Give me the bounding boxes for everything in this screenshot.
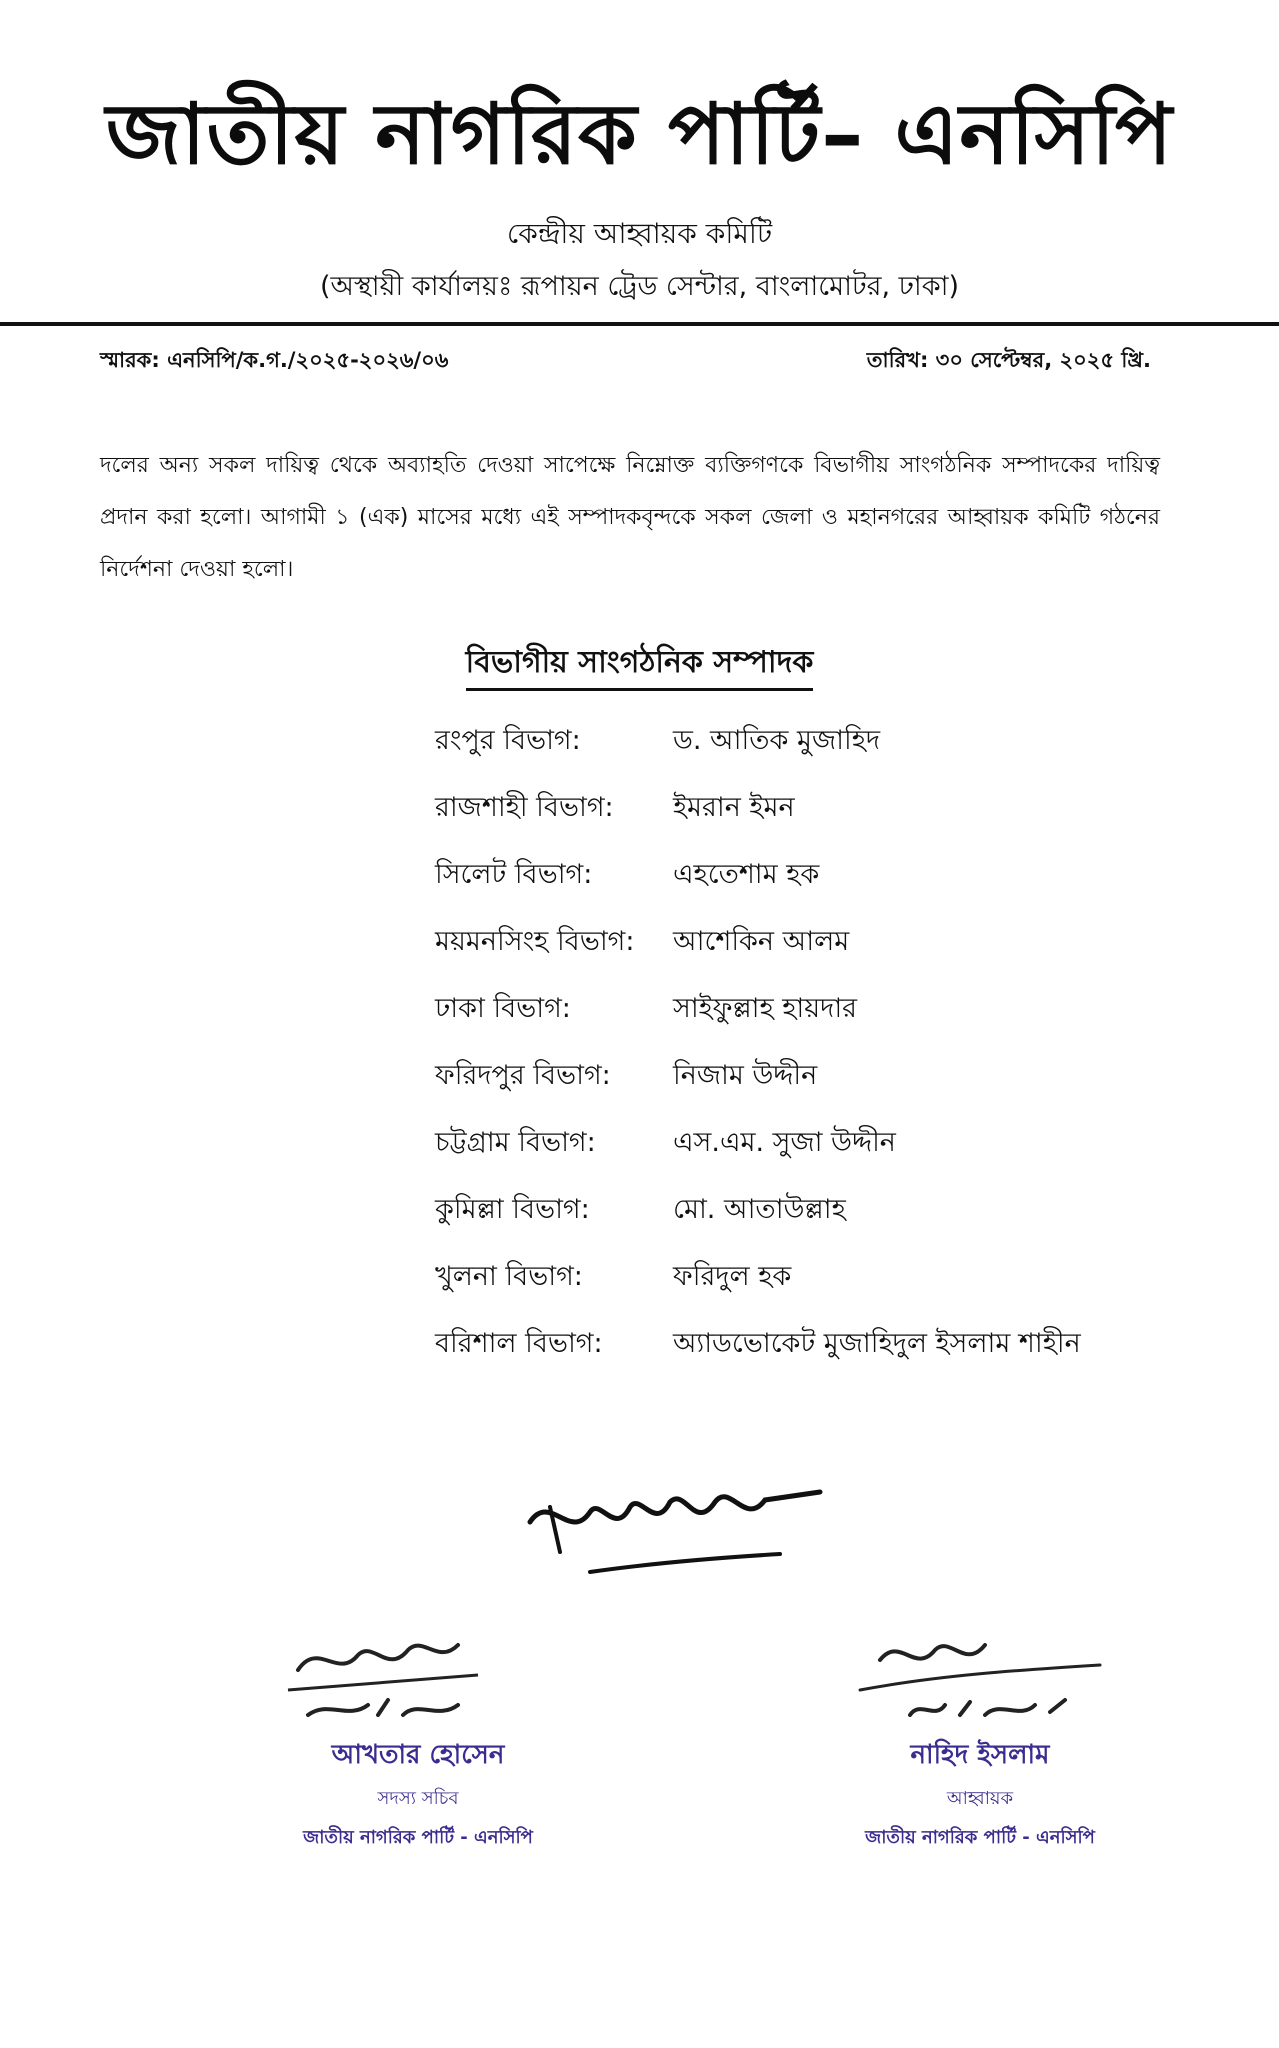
editor-name: ফরিদুল হক bbox=[673, 1261, 792, 1292]
roster-row bbox=[435, 1256, 1195, 1323]
roster-row bbox=[435, 854, 1195, 921]
party-name: জাতীয় নাগরিক পার্টি– এনসিপি bbox=[105, 85, 1174, 183]
roster-row bbox=[435, 787, 1195, 854]
division-name: কুমিল্লা বিভাগ: bbox=[435, 1194, 590, 1225]
section-heading-text: বিভাগীয় সাংগঠনিক সম্পাদক bbox=[466, 645, 814, 691]
roster-row bbox=[435, 988, 1195, 1055]
signatory-right bbox=[820, 1620, 1140, 1854]
left-signatory-org: জাতীয় নাগরিক পার্টি - এনসিপি bbox=[303, 1827, 533, 1848]
body-paragraph: দলের অন্য সকল দায়িত্ব থেকে অব্যাহতি দেওয়া সাপেক্ষে নিম্নোক্ত ব্যক্তিগণকে বিভাগীয় সাংগঠনিক সম্পাদকের দায়িত্ব প্রদান করা হলো। আগামী ১ (এক) মাসের মধ্যে এই সম্পাদকবৃন্দকে সকল জেলা ও মহানগরের আহ্বায়ক কমিটি গঠনের নির্দেশনা দেওয়া হলো। bbox=[100, 453, 1160, 582]
left-signatory-role: সদস্য সচিব bbox=[377, 1788, 459, 1809]
roster-row bbox=[435, 1122, 1195, 1189]
right-signatory-role: আহ্বায়ক bbox=[946, 1788, 1014, 1809]
division-name: চট্টগ্রাম বিভাগ: bbox=[435, 1127, 596, 1158]
left-handwritten-signature bbox=[268, 1620, 568, 1730]
roster-row bbox=[435, 1055, 1195, 1122]
roster-list bbox=[435, 720, 1195, 1390]
division-name: ঢাকা বিভাগ: bbox=[435, 993, 571, 1024]
division-name: রংপুর বিভাগ: bbox=[435, 725, 581, 756]
division-name: বরিশাল বিভাগ: bbox=[435, 1328, 603, 1359]
roster-row bbox=[435, 1323, 1195, 1390]
division-name: ফরিদপুর বিভাগ: bbox=[435, 1060, 611, 1091]
editor-name: অ্যাডভোকেট মুজাহিদুল ইসলাম শাহীন bbox=[673, 1328, 1081, 1359]
division-name: রাজশাহী বিভাগ: bbox=[435, 792, 614, 823]
office-address: (অস্থায়ী কার্যালয়ঃ রূপায়ন ট্রেড সেন্টার, বাংলামোটর, ঢাকা) bbox=[320, 271, 959, 302]
header-divider bbox=[0, 322, 1279, 326]
memo-date: তারিখ: ৩০ সেপ্টেম্বর, ২০২৫ খ্রি. bbox=[866, 348, 1151, 372]
section-heading bbox=[0, 638, 1279, 689]
editor-name: মো. আতাউল্লাহ bbox=[673, 1194, 846, 1225]
memo-reference: স্মারক: এনসিপি/ক.গ./২০২৫-২০২৬/০৬ bbox=[100, 348, 449, 372]
division-name: সিলেট বিভাগ: bbox=[435, 859, 593, 890]
division-name: ময়মনসিংহ বিভাগ: bbox=[435, 926, 635, 957]
editor-name: এহতেশাম হক bbox=[673, 859, 820, 890]
editor-name: এস.এম. সুজা উদ্দীন bbox=[673, 1127, 896, 1158]
editor-name: সাইফুল্লাহ হায়দার bbox=[673, 993, 858, 1024]
committee-title: কেন্দ্রীয় আহ্বায়ক কমিটি bbox=[506, 217, 773, 250]
editor-name: নিজাম উদ্দীন bbox=[673, 1060, 818, 1091]
right-signatory-org: জাতীয় নাগরিক পার্টি - এনসিপি bbox=[865, 1827, 1095, 1848]
roster-row bbox=[435, 720, 1195, 787]
roster-row bbox=[435, 921, 1195, 988]
right-handwritten-signature bbox=[820, 1620, 1140, 1730]
roster-row bbox=[435, 1189, 1195, 1256]
division-name: খুলনা বিভাগ: bbox=[435, 1261, 583, 1292]
approved-handwritten-signature bbox=[520, 1462, 840, 1592]
signatory-left bbox=[268, 1620, 568, 1854]
editor-name: ইমরান ইমন bbox=[673, 792, 795, 823]
editor-name: আশেকিন আলম bbox=[673, 926, 850, 957]
left-signatory-name: আখতার হোসেন bbox=[331, 1740, 505, 1770]
editor-name: ড. আতিক মুজাহিদ bbox=[673, 725, 881, 756]
right-signatory-name: নাহিদ ইসলাম bbox=[910, 1740, 1050, 1770]
